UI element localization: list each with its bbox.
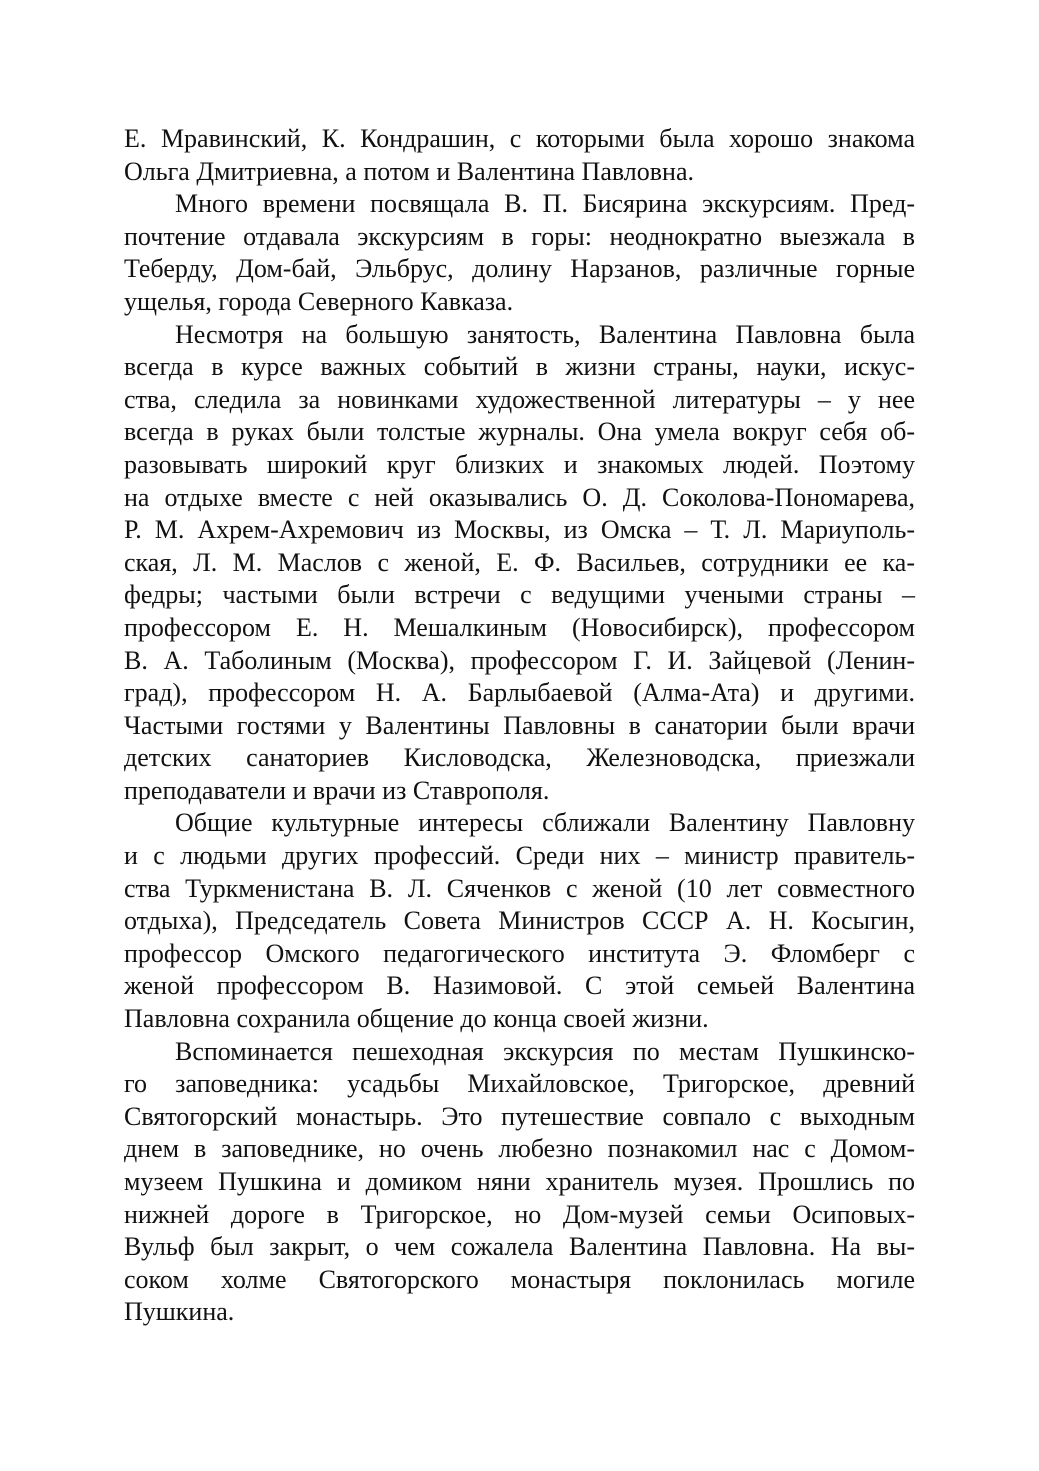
text-line: почтение отдавала экскурсиям в горы: неоднократно выезжала в: [124, 221, 915, 251]
text-line: Р. М. Ахрем-Ахремович из Москвы, из Омска – Т. Л. Мариуполь-: [124, 515, 915, 545]
text-line: Много времени посвящала В. П. Бисярина экскурсиям. Пред-: [175, 189, 915, 219]
document-page: [124, 123, 915, 1329]
text-line: Пушкина.: [124, 1297, 235, 1327]
text-line: на отдыхе вместе с ней оказывались О. Д. Соколова-Пономарева,: [124, 482, 915, 512]
text-line: соком холме Святогорского монастыря поклонилась могиле: [124, 1264, 915, 1294]
text-line: профессор Омского педагогического института Э. Фломберг с: [124, 938, 915, 968]
text-line: го заповедника: усадьбы Михайловское, Тригорское, древний: [124, 1069, 915, 1099]
text-line: федры; частыми были встречи с ведущими учеными страны –: [124, 580, 915, 610]
text-line: днем в заповеднике, но очень любезно познакомил нас с Домом-: [124, 1134, 915, 1164]
body-text: [124, 123, 915, 1329]
text-line: Общие культурные интересы сближали Валентину Павловну: [175, 808, 915, 838]
text-line: разовывать широкий круг близких и знакомых людей. Поэтому: [124, 449, 915, 479]
text-line: отдыха), Председатель Совета Министров СССР А. Н. Косыгин,: [124, 906, 915, 936]
text-line: нижней дороге в Тригорское, но Дом-музей семьи Осиповых-: [124, 1199, 915, 1229]
text-line: ства, следила за новинками художественной литературы – у нее: [124, 384, 915, 414]
text-line: Ольга Дмитриевна, а потом и Валентина Павловна.: [124, 156, 695, 186]
text-line: Вспоминается пешеходная экскурсия по местам Пушкинско-: [175, 1036, 915, 1066]
text-line: детских санаториев Кисловодска, Железноводска, приезжали: [124, 743, 915, 773]
text-line: Вульф был закрыт, о чем сожалела Валентина Павловна. На вы-: [124, 1232, 915, 1262]
text-line: ская, Л. М. Маслов с женой, Е. Ф. Васильев, сотрудники ее ка-: [124, 547, 915, 577]
text-line: музеем Пушкина и домиком няни хранитель музея. Прошлись по: [124, 1167, 915, 1196]
text-line: град), профессором Н. А. Барлыбаевой (Алма-Ата) и другими.: [124, 678, 915, 708]
text-line: Павловна сохранила общение до конца своей жизни.: [124, 1004, 709, 1034]
text-line: и с людьми других профессий. Среди них – министр правитель-: [124, 841, 915, 871]
text-line: Теберду, Дом-бай, Эльбрус, долину Нарзанов, различные горные: [124, 254, 915, 284]
text-line: всегда в руках были толстые журналы. Она умела вокруг себя об-: [124, 417, 915, 447]
text-line: Е. Мравинский, К. Кондрашин, с которыми была хорошо знакома: [124, 124, 915, 153]
text-line: Святогорский монастырь. Это путешествие совпало с выходным: [124, 1101, 915, 1131]
text-line: всегда в курсе важных событий в жизни страны, науки, искус-: [124, 352, 915, 382]
text-line: Частыми гостями у Валентины Павловны в санатории были врачи: [124, 710, 915, 740]
text-line: профессором Е. Н. Мешалкиным (Новосибирск), профессором: [124, 612, 915, 642]
text-line: ущелья, города Северного Кавказа.: [124, 286, 514, 316]
text-line: В. А. Таболиным (Москва), профессором Г. И. Зайцевой (Ленин-: [124, 645, 915, 675]
text-line: преподаватели и врачи из Ставрополя.: [124, 775, 550, 805]
text-line: Несмотря на большую занятость, Валентина Павловна была: [175, 319, 915, 349]
text-line: ства Туркменистана В. Л. Сяченков с женой (10 лет совместного: [124, 873, 915, 903]
text-line: женой профессором В. Назимовой. С этой семьей Валентина: [124, 971, 915, 1001]
